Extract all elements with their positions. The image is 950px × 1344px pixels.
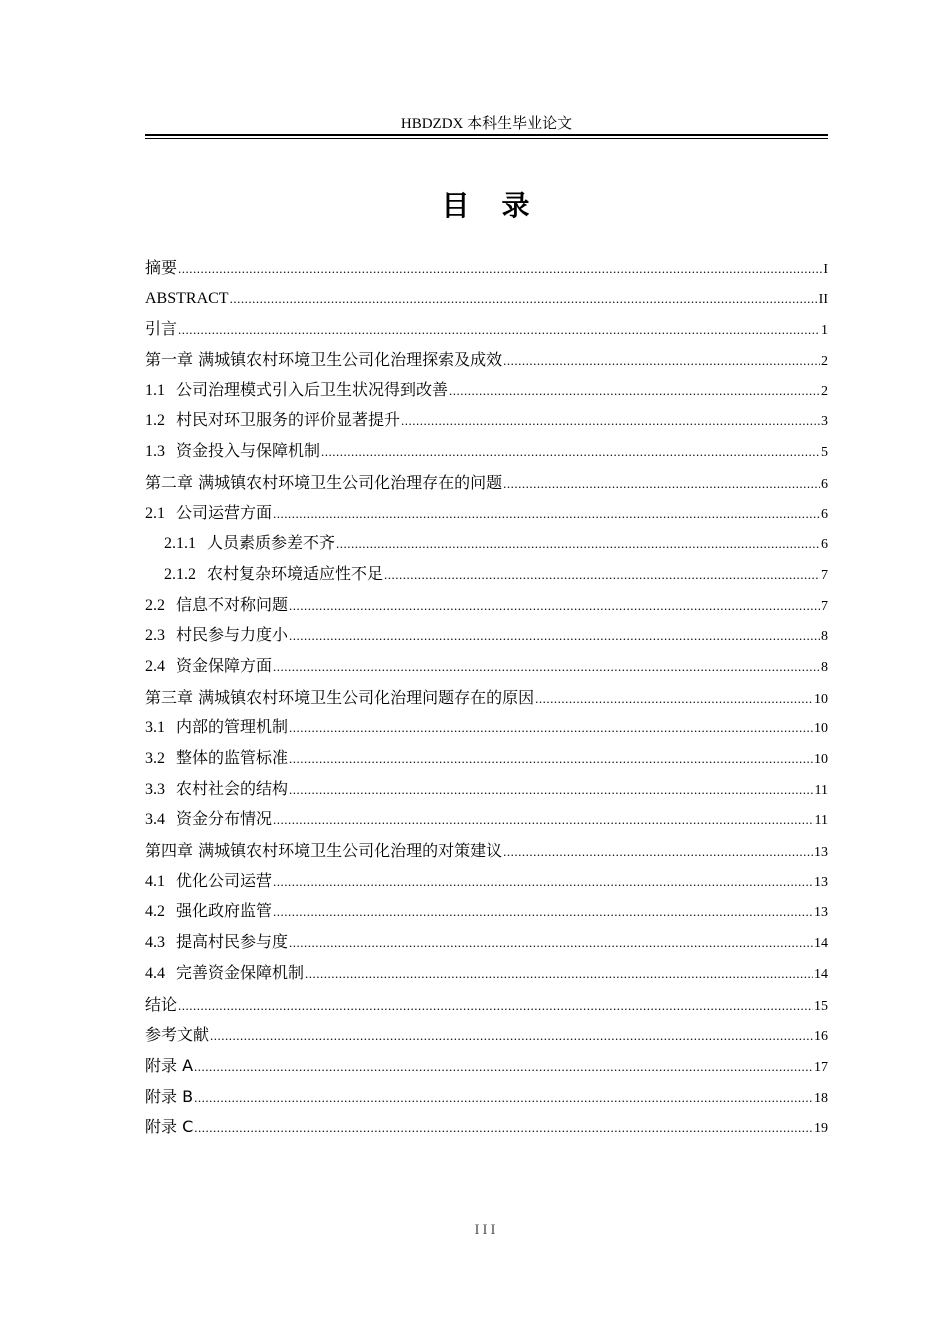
toc-entry-page: 10: [814, 752, 828, 767]
toc-dot-leader: [273, 652, 820, 683]
toc-entry[interactable]: [145, 928, 828, 959]
toc-entry[interactable]: [145, 775, 828, 806]
toc-entry-number: 3.2: [145, 750, 165, 767]
toc-dot-leader: [384, 560, 820, 591]
toc-entry-page: 6: [821, 476, 828, 492]
toc-entry-title: 公司运营方面: [176, 504, 273, 522]
toc-entry-number: 4.1: [145, 872, 165, 890]
toc-dot-leader: [449, 376, 820, 407]
toc-dot-leader: [210, 1021, 813, 1052]
toc-dot-leader: [289, 621, 820, 652]
toc-entry[interactable]: [145, 1020, 828, 1051]
toc-entry-number: 4.4: [145, 964, 165, 982]
toc-entry[interactable]: [145, 805, 828, 836]
toc-dot-leader: [178, 315, 820, 346]
toc-dot-leader: [273, 897, 813, 928]
toc-entry-title: 摘要: [145, 258, 178, 277]
toc-dot-leader: [194, 1052, 813, 1083]
toc-dot-leader: [305, 959, 813, 990]
toc-entry-title: 附录 A: [145, 1055, 194, 1075]
toc-dot-leader: [336, 529, 820, 560]
toc-entry[interactable]: [145, 897, 828, 928]
toc-entry[interactable]: [145, 959, 828, 990]
toc-entry-page: 7: [821, 567, 828, 583]
toc-entry-title: 资金分布情况: [176, 811, 273, 829]
toc-entry-page: II: [818, 291, 828, 307]
toc-entry-page: 18: [814, 1090, 828, 1106]
toc-entry-title: 第三章 满城镇农村环境卫生公司化治理问题存在的原因: [145, 687, 535, 707]
toc-entry[interactable]: [145, 591, 828, 622]
toc-dot-leader: [289, 713, 813, 744]
toc-entry[interactable]: [145, 621, 828, 652]
toc-entry-title: 提高村民参与度: [176, 934, 289, 952]
toc-entry-number: 2.1: [145, 504, 165, 522]
toc-dot-leader: [194, 1113, 813, 1144]
table-of-contents: [145, 253, 828, 1143]
toc-dot-leader: [503, 837, 813, 868]
toc-entry-page: 14: [814, 966, 828, 982]
toc-entry-title: 信息不对称问题: [176, 596, 289, 614]
toc-entry-title: ABSTRACT: [145, 289, 229, 307]
toc-entry[interactable]: [145, 499, 828, 530]
toc-entry-number: 3.4: [145, 811, 165, 829]
toc-entry-title: 农村复杂环境适应性不足: [207, 565, 384, 583]
toc-entry[interactable]: [145, 345, 828, 376]
toc-dot-leader: [273, 867, 813, 898]
toc-entry[interactable]: [145, 652, 828, 683]
toc-entry-number: 2.4: [145, 657, 165, 675]
toc-entry-title: 附录 B: [145, 1086, 194, 1106]
toc-entry-page: 15: [814, 998, 828, 1014]
toc-dot-leader: [273, 805, 814, 836]
toc-entry-page: I: [823, 262, 828, 277]
toc-entry-title: 第一章 满城镇农村环境卫生公司化治理探索及成效: [145, 350, 503, 370]
toc-entry[interactable]: [145, 284, 828, 315]
toc-entry-page: 16: [814, 1029, 828, 1045]
toc-entry-number: 2.2: [145, 596, 165, 614]
toc-entry-title: 参考文献: [145, 1025, 210, 1045]
toc-entry-number: 3.1: [145, 719, 165, 737]
toc-entry-page: 6: [821, 537, 828, 553]
toc-entry-title: 优化公司运营: [176, 872, 273, 890]
toc-entry[interactable]: [145, 836, 828, 867]
toc-dot-leader: [194, 1083, 813, 1114]
toc-entry[interactable]: [145, 314, 828, 345]
toc-entry-page: 2: [821, 354, 828, 370]
toc-entry-number: 2.3: [145, 627, 165, 645]
toc-entry-page: 10: [814, 691, 828, 707]
toc-entry-title: 完善资金保障机制: [176, 964, 305, 982]
toc-entry[interactable]: [145, 867, 828, 898]
toc-dot-leader: [273, 499, 820, 530]
toc-dot-leader: [535, 684, 813, 715]
toc-entry[interactable]: [145, 560, 828, 591]
toc-entry-page: 10: [814, 721, 828, 737]
toc-entry-number: 4.3: [145, 934, 165, 952]
toc-dot-leader: [289, 591, 820, 622]
toc-entry[interactable]: [145, 713, 828, 744]
toc-entry-page: 6: [821, 506, 828, 522]
toc-entry-title: 资金保障方面: [176, 657, 273, 675]
toc-dot-leader: [321, 437, 820, 468]
toc-entry-page: 11: [814, 782, 828, 798]
toc-dot-leader: [230, 284, 818, 315]
header-rule-thin: [145, 138, 828, 139]
toc-title: 目 录: [441, 189, 532, 222]
header-rule: [145, 134, 828, 136]
toc-entry[interactable]: [145, 1082, 828, 1113]
toc-entry-title: 村民参与力度小: [176, 627, 289, 645]
toc-entry[interactable]: [145, 406, 828, 437]
toc-entry-number: 1.3: [145, 443, 165, 461]
toc-dot-leader: [289, 775, 814, 806]
toc-entry-title: 附录 C: [145, 1117, 194, 1137]
toc-entry[interactable]: [145, 529, 828, 560]
toc-entry-title: 资金投入与保障机制: [176, 443, 321, 461]
toc-entry-page: 14: [814, 936, 828, 952]
toc-entry-page: 8: [821, 629, 828, 645]
toc-entry-page: 1: [821, 323, 828, 339]
toc-entry-number: 1.1: [145, 381, 165, 399]
toc-entry[interactable]: [145, 437, 828, 468]
toc-entry-title: 农村社会的结构: [176, 780, 289, 798]
toc-entry[interactable]: [145, 1112, 828, 1143]
toc-entry-title: 内部的管理机制: [176, 719, 289, 737]
toc-dot-leader: [401, 406, 820, 437]
toc-entry-title: 整体的监管标准: [176, 750, 289, 767]
toc-entry-title: 强化政府监管: [176, 903, 273, 921]
toc-entry-page: 7: [821, 598, 828, 614]
toc-dot-leader: [289, 744, 813, 775]
toc-entry-title: 结论: [145, 994, 178, 1014]
toc-entry-page: 11: [814, 813, 828, 829]
toc-dot-leader: [178, 991, 813, 1022]
toc-entry[interactable]: [145, 468, 828, 499]
toc-entry-page: 19: [814, 1121, 828, 1137]
toc-entry[interactable]: [145, 744, 828, 775]
toc-entry-page: 17: [814, 1059, 828, 1075]
toc-entry-page: 5: [821, 445, 828, 461]
toc-entry[interactable]: [145, 683, 828, 714]
toc-dot-leader: [503, 346, 820, 377]
toc-entry-page: 3: [821, 414, 828, 430]
toc-entry[interactable]: [145, 990, 828, 1021]
toc-entry-title: 公司治理模式引入后卫生状况得到改善: [176, 381, 449, 399]
toc-entry[interactable]: [145, 1051, 828, 1082]
toc-entry-page: 13: [814, 905, 828, 921]
toc-entry-number: 2.1.1: [164, 535, 196, 553]
toc-entry-number: 4.2: [145, 903, 165, 921]
page-number: III: [474, 1222, 499, 1238]
toc-entry-page: 8: [821, 659, 828, 675]
toc-entry[interactable]: [145, 253, 828, 284]
toc-dot-leader: [503, 469, 820, 500]
toc-dot-leader: [289, 928, 813, 959]
toc-dot-leader: [178, 254, 822, 285]
toc-entry-title: 第四章 满城镇农村环境卫生公司化治理的对策建议: [145, 841, 503, 861]
toc-entry-title: 村民对环卫服务的评价显著提升: [176, 412, 401, 430]
toc-entry-number: 3.3: [145, 780, 165, 798]
toc-entry-page: 13: [814, 845, 828, 861]
toc-entry-title: 引言: [145, 319, 178, 339]
toc-entry-title: 人员素质参差不齐: [207, 535, 336, 553]
toc-entry-page: 2: [821, 383, 828, 399]
toc-entry[interactable]: [145, 376, 828, 407]
running-header: HBDZDX 本科生毕业论文: [400, 116, 573, 132]
toc-entry-title: 第二章 满城镇农村环境卫生公司化治理存在的问题: [145, 472, 503, 492]
toc-entry-number: 1.2: [145, 412, 165, 430]
toc-entry-page: 13: [814, 874, 828, 890]
toc-entry-number: 2.1.2: [164, 565, 196, 583]
